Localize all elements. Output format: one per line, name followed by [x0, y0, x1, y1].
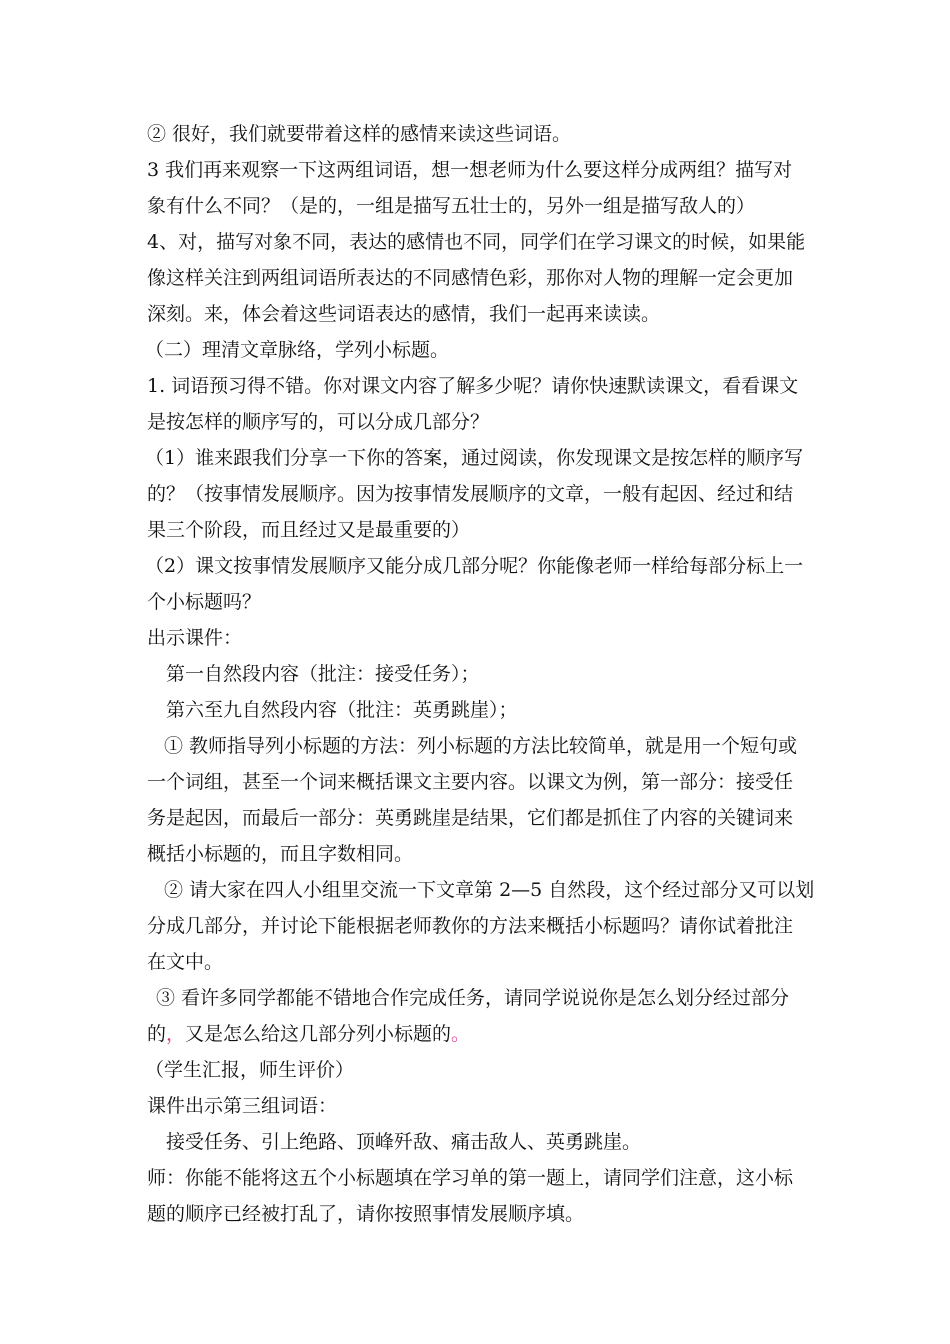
text-line: 的？（按事情发展顺序。因为按事情发展顺序的文章，一般有起因、经过和结	[147, 483, 794, 505]
text-line: 果三个阶段，而且经过又是最重要的）	[147, 519, 471, 541]
text-line: ② 请大家在四人小组里交流一下文章第 2—5 自然段，这个经过部分又可以划	[164, 879, 815, 901]
text-line: 1. 词语预习得不错。你对课文内容了解多少呢？请你快速默读课文，看看课文	[147, 375, 799, 397]
text-line: ① 教师指导列小标题的方法：列小标题的方法比较简单，就是用一个短句或	[164, 735, 798, 757]
text-line: 务是起因，而最后一部分：英勇跳崖是结果，它们都是抓住了内容的关键词来	[147, 807, 794, 829]
text-line: 3 我们再来观察一下这两组词语，想一想老师为什么要这样分成两组？描写对	[147, 159, 793, 181]
text-line: （1）谁来跟我们分享一下你的答案，通过阅读，你发现课文是按怎样的顺序写	[145, 447, 804, 469]
text-line: 课件出示第三组词语：	[147, 1095, 338, 1117]
text-line: （学生汇报，师生评价）	[145, 1059, 355, 1081]
text-run: 的	[147, 1023, 167, 1045]
text-line: 在文中。	[147, 951, 224, 973]
highlighted-comma: ，	[166, 1023, 186, 1045]
text-line: 概括小标题的，而且字数相同。	[147, 843, 414, 865]
text-line: 一个词组，甚至一个词来概括课文主要内容。以课文为例，第一部分：接受任	[147, 771, 794, 793]
text-line: 师：你能不能将这五个小标题填在学习单的第一题上，请同学们注意，这小标	[147, 1167, 794, 1189]
text-line: 4、对，描写对象不同，表达的感情也不同，同学们在学习课文的时候，如果能	[147, 231, 806, 253]
highlighted-period: 。	[451, 1023, 471, 1045]
text-run: 又是怎么给这几部分列小标题的	[185, 1023, 452, 1045]
text-line: 个小标题吗？	[147, 591, 262, 613]
text-line: 象有什么不同？（是的，一组是描写五壮士的，另外一组是描写敌人的）	[147, 195, 756, 217]
text-line: ② 很好，我们就要带着这样的感情来读这些词语。	[147, 123, 572, 145]
text-line: （2）课文按事情发展顺序又能分成几部分呢？你能像老师一样给每部分标上一	[145, 555, 804, 577]
text-line: 第六至九自然段内容（批注：英勇跳崖）；	[166, 699, 518, 721]
section-heading: （二）理清文章脉络，学列小标题。	[145, 339, 450, 361]
text-line: ③ 看许多同学都能不错地合作完成任务，请同学说说你是怎么划分经过部分	[156, 987, 790, 1009]
text-line	[147, 1022, 470, 1046]
text-line: 接受任务、引上绝路、顶峰歼敌、痛击敌人、英勇跳崖。	[166, 1131, 642, 1153]
text-line: 分成几部分，并讨论下能根据老师教你的方法来概括小标题吗？请你试着批注	[147, 915, 794, 937]
text-line: 深刻。来，体会着这些词语表达的感情，我们一起再来读读。	[147, 303, 661, 325]
text-line: 像这样关注到两组词语所表达的不同感情色彩，那你对人物的理解一定会更加	[147, 267, 794, 289]
text-line: 是按怎样的顺序写的，可以分成几部分？	[147, 411, 490, 433]
text-line: 题的顺序已经被打乱了，请你按照事情发展顺序填。	[147, 1203, 585, 1225]
text-line: 第一自然段内容（批注：接受任务）；	[166, 663, 480, 685]
text-line: 出示课件：	[147, 627, 243, 649]
